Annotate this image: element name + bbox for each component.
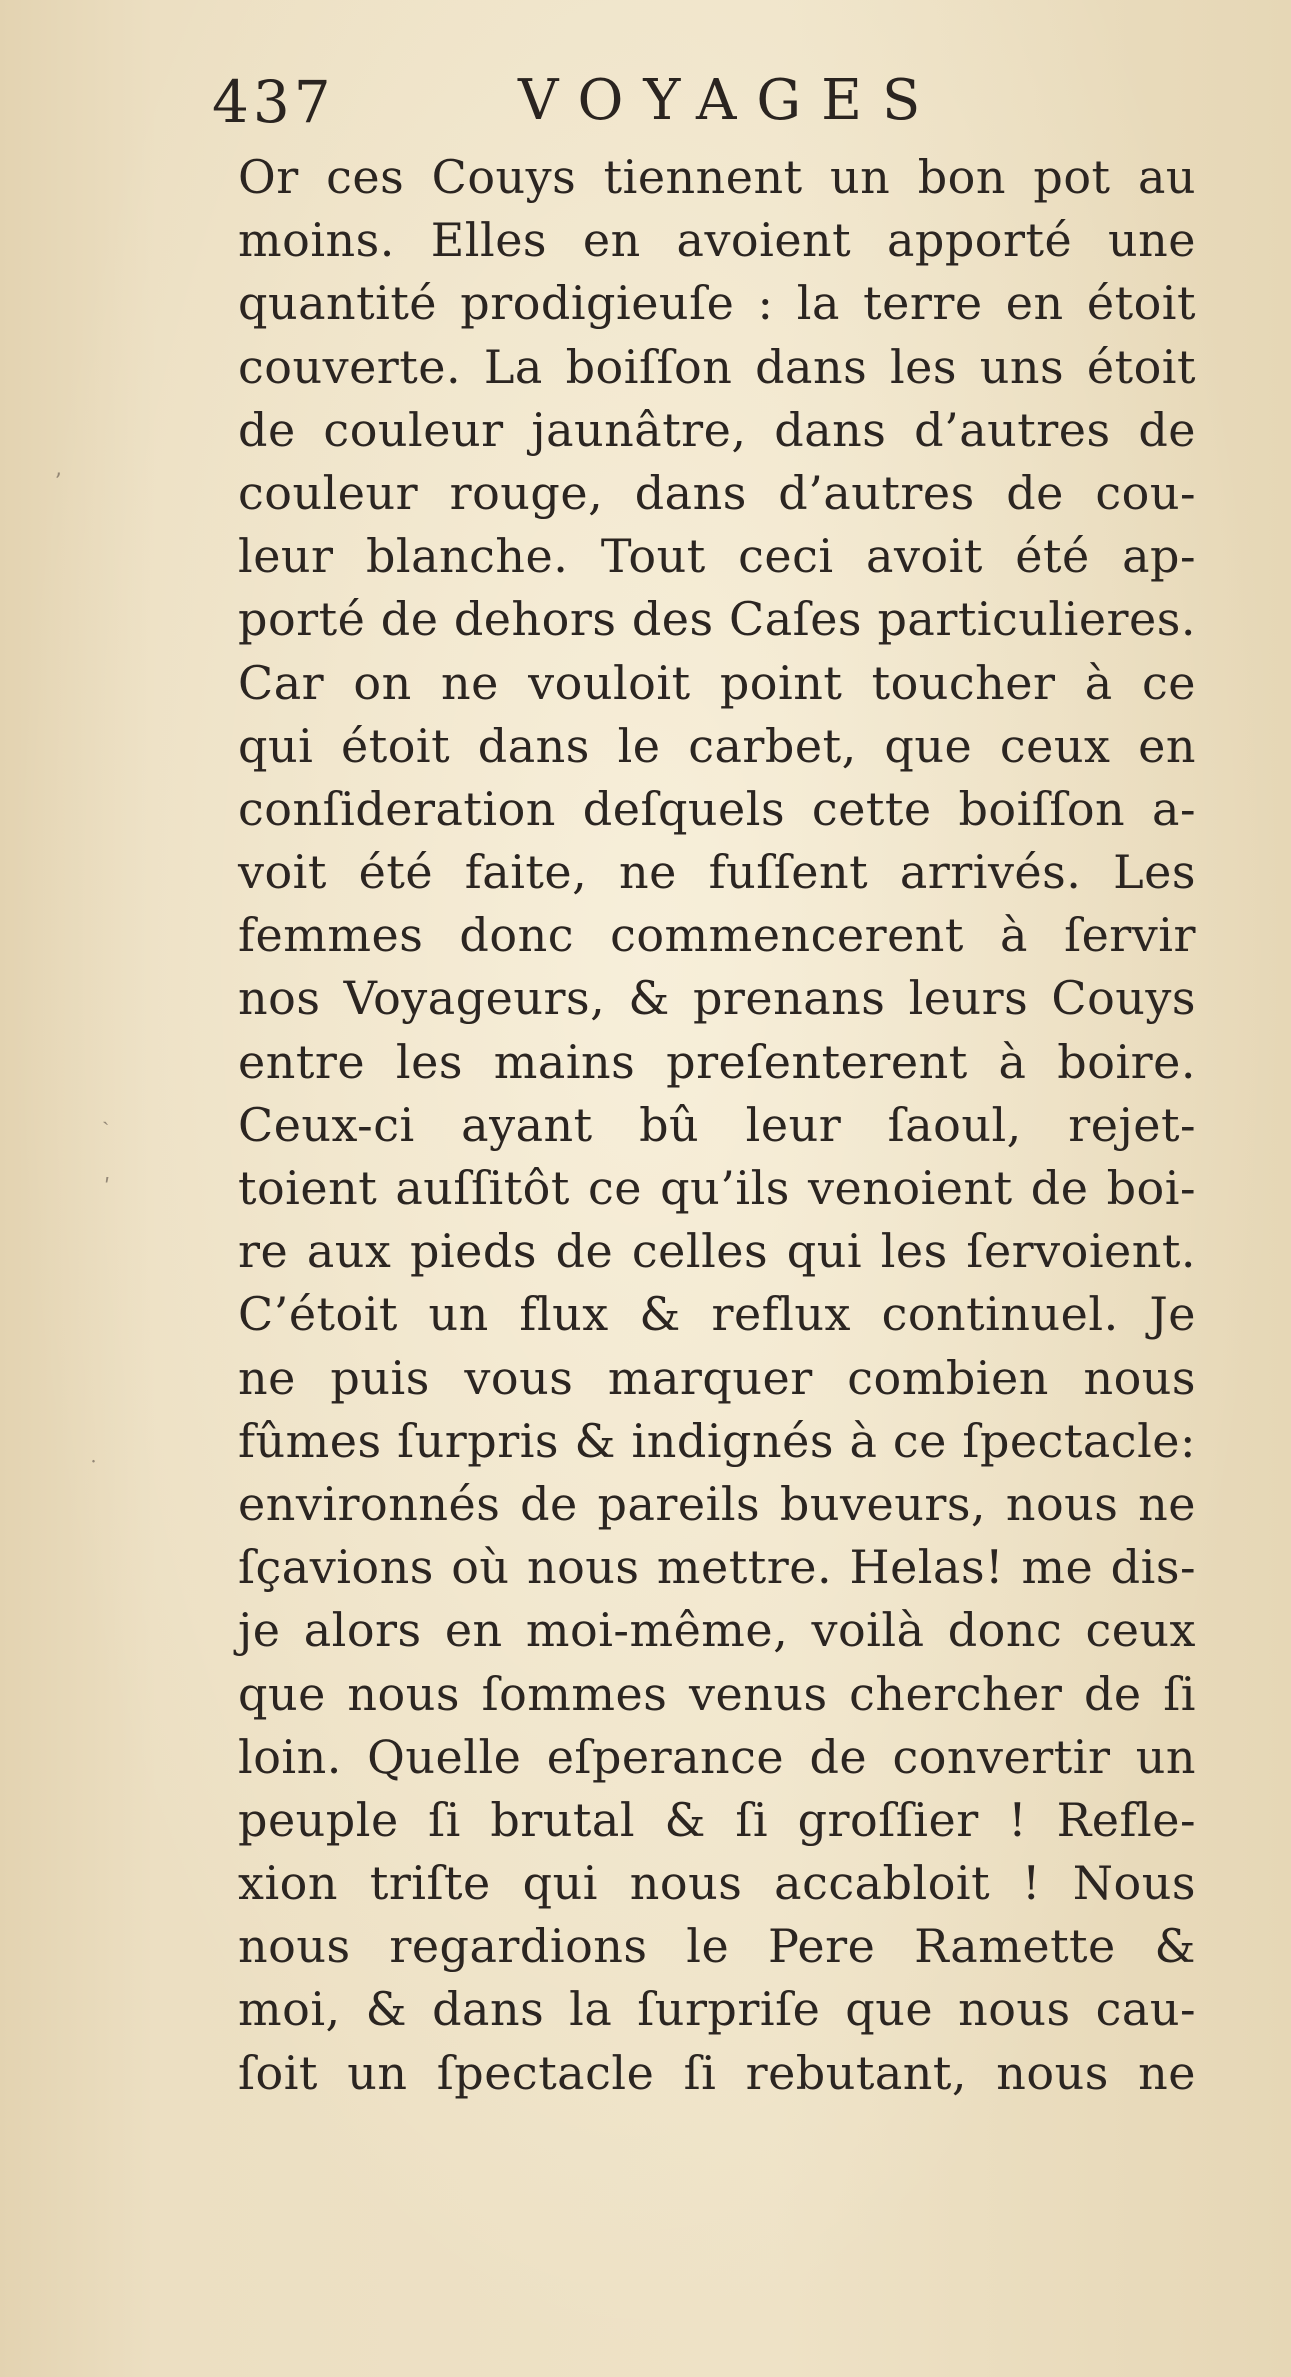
text-line: porté de dehors des Caſes particulieres. (238, 592, 1196, 647)
margin-speck: ˎ (102, 1101, 110, 1126)
page-number: 437 (212, 68, 335, 136)
text-line: de couleur jaunâtre, dans d’autres de (238, 402, 1196, 457)
text-line: xion triſte qui nous accabloit ! Nous (238, 1856, 1196, 1911)
text-line: moins. Elles en avoient apporté une (238, 213, 1196, 268)
text-line: ſoit un ſpectacle ſi rebutant, nous ne (238, 2045, 1196, 2100)
text-line: je alors en moi-même, voilà donc ceux (238, 1603, 1196, 1658)
text-line: quantité prodigieuſe : la terre en étoit (238, 276, 1196, 331)
margin-speck: ˙ (88, 1458, 99, 1483)
text-line: leur blanche. Tout ceci avoit été ap- (238, 529, 1196, 584)
text-line: conſideration deſquels cette boiſſon a- (238, 781, 1196, 836)
text-line: nos Voyageurs, & prenans leurs Couys (238, 971, 1196, 1026)
text-line: Ceux-ci ayant bû leur ſaoul, rejet- (238, 1097, 1196, 1152)
text-line: moi, & dans la ſurpriſe que nous cau- (238, 1982, 1196, 2037)
text-line: C’étoit un flux & reflux continuel. Je (238, 1287, 1196, 1342)
text-line: voit été faite, ne fuſſent arrivés. Les (238, 845, 1196, 900)
text-line: re aux pieds de celles qui les ſervoient. (238, 1224, 1196, 1279)
text-line: ne puis vous marquer combien nous (238, 1350, 1196, 1405)
running-title: VOYAGES (518, 68, 941, 133)
page-header (172, 68, 1072, 152)
margin-speck: ʼ (54, 470, 61, 495)
text-line: nous regardions le Pere Ramette & (238, 1919, 1196, 1974)
text-line: couverte. La boiſſon dans les uns étoit (238, 339, 1196, 394)
text-line: qui étoit dans le carbet, que ceux en (238, 718, 1196, 773)
text-line: ſçavions où nous mettre. Helas! me dis- (238, 1540, 1196, 1595)
text-line: Or ces Couys tiennent un bon pot au (238, 150, 1196, 204)
text-line: loin. Quelle eſperance de convertir un (238, 1729, 1196, 1784)
text-line: toient auſſitôt ce qu’ils venoient de boi- (238, 1161, 1196, 1215)
text-line: entre les mains preſenterent à boire. (238, 1034, 1196, 1089)
text-line: couleur rouge, dans d’autres de cou- (238, 465, 1196, 520)
text-line: que nous ſommes venus chercher de ſi (238, 1666, 1196, 1721)
text-line: peuple ſi brutal & ſi groſſier ! Refle- (238, 1792, 1196, 1847)
text-line: environnés de pareils buveurs, nous ne (238, 1476, 1196, 1531)
text-line: fûmes ſurpris & indignés à ce ſpectacle: (238, 1413, 1196, 1468)
text-line: Car on ne vouloit point toucher à ce (238, 655, 1196, 710)
text-line: femmes donc commencerent à ſervir (238, 908, 1196, 963)
body-text (238, 146, 1238, 2105)
margin-speck: ʹ (104, 1176, 111, 1201)
